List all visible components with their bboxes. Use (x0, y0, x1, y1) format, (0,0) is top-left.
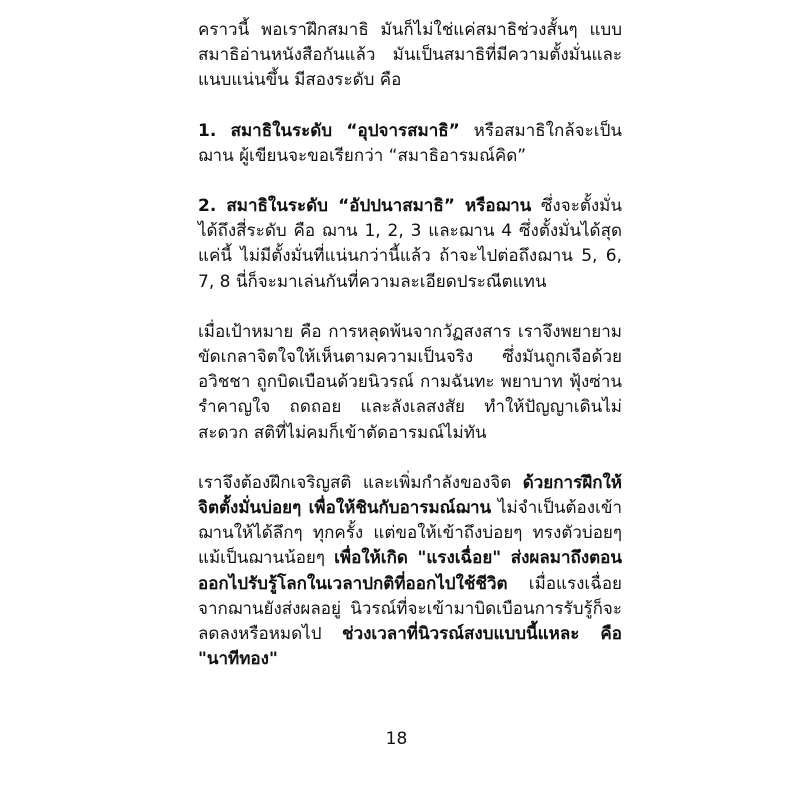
intro-text: คราวนี้ พอเราฝึกสมาธิ มันก็ไม่ใช่แค่สมาธิช่วงสั้นๆ แบบสมาธิอ่านหนังสือกันแล้ว มันเป็นสมาธิที่มีความตั้งมั่นและแนบแน่นขึ้น มีสองระดับ คือ (198, 20, 622, 91)
practice-text-2: ไม่จำเป็นต้องเข้าฌานให้ได้ลึกๆ ทุกครั้ง แต่ขอให้เข้าถึงบ่อยๆ ทรงตัวบ่อยๆ แม้เป็นฌานน้อยๆ (198, 498, 623, 569)
body-text (198, 18, 622, 672)
paragraph-intro (198, 18, 622, 94)
appana-text: ซึ่งจะตั้งมั่นได้ถึงสี่ระดับ คือ ฌาน 1, 2, 3 และฌาน 4 ซึ่งตั้งมั่นได้สุดแค่นี้ ไม่มีตั้งมั่นที่แน่นกว่านี้แล้ว ถ้าจะไปต่อถึงฌาน 5, 6, 7, 8 นี่ก็จะมาเล่นกันที่ความละเอียดประณีตแทน (198, 196, 622, 292)
paragraph-upacara-samadhi (198, 119, 622, 169)
practice-text-1: เราจึงต้องฝึกเจริญสติ และเพิ่มกำลังของจิต (198, 472, 523, 493)
paragraph-goal (198, 320, 622, 446)
practice-bold-2: เพื่อให้เกิด "แรงเฉื่อย" ส่งผลมาถึงตอนออกไปรับรู้โลกในเวลาปกติที่ออกไปใช้ชีวิต (198, 548, 623, 594)
paragraph-appana-samadhi (198, 194, 622, 295)
upacara-text: หรือสมาธิใกล้จะเป็นฌาน ผู้เขียนจะขอเรียกว่า “สมาธิอารมณ์คิด” (198, 120, 622, 166)
appana-heading: 2. สมาธิในระดับ “อัปปนาสมาธิ” หรือฌาน (198, 196, 532, 217)
goal-text: เมื่อเป้าหมาย คือ การหลุดพ้นจากวัฏสงสาร เราจึงพยายามขัดเกลาจิตใจให้เห็นตามความเป็นจริง ซึ่งมันถูกเจือด้วยอวิชชา ถูกบิดเบือนด้วยนิวรณ์ กามฉันทะ พยาบาท ฟุ้งซ่าน รำคาญใจ ถดถอย และลังเลสงสัย ทำให้ปัญญาเดินไม่สะดวก สติที่ไม่คมก็เข้าตัดอารมณ์ไม่ทัน (198, 321, 622, 443)
practice-bold-3: ช่วงเวลาที่นิวรณ์สงบแบบนี้แหละ คือ "นาทีทอง" (198, 624, 622, 670)
upacara-heading: 1. สมาธิในระดับ “อุปจารสมาธิ” (198, 120, 460, 141)
page-number: 18 (385, 729, 408, 749)
paragraph-practice (198, 471, 622, 673)
practice-text-3: เมื่อแรงเฉื่อยจากฌานยังส่งผลอยู่ นิวรณ์ที่จะเข้ามาบิดเบือนการรับรู้ก็จะลดลงหรือหมดไป (198, 573, 622, 645)
practice-bold-1: ด้วยการฝึกให้จิตตั้งมั่นบ่อยๆ เพื่อให้ชินกับอารมณ์ฌาน (198, 472, 622, 519)
